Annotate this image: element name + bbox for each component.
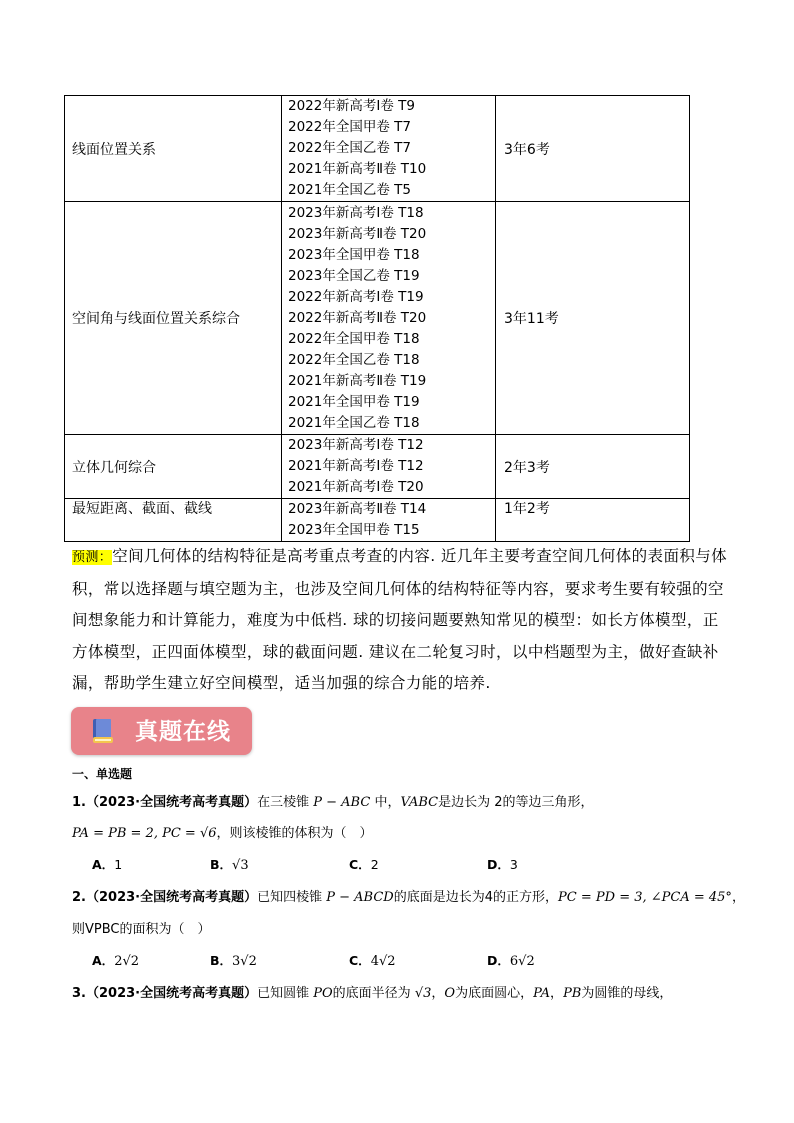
question-text: 在三棱锥 (257, 795, 310, 810)
exam-statistics-table (64, 95, 690, 542)
math-number: 2 (494, 795, 503, 810)
math-number: 4 (484, 890, 494, 905)
source-item: 2022年全国乙卷 T18 (288, 351, 420, 368)
question-text: ，则该棱锥的体积为（ ） (216, 826, 373, 841)
option-key: A． (92, 953, 115, 968)
math-expression: O (444, 986, 456, 1001)
option-value: 3 (509, 857, 518, 872)
source-item: 2022年全国甲卷 T7 (288, 119, 411, 135)
sources-cell (282, 499, 496, 542)
math-expression: PO (313, 986, 333, 1001)
option-a[interactable] (92, 951, 139, 969)
question-text: 的等边三角形， (502, 795, 594, 810)
option-b[interactable] (210, 855, 249, 873)
option-a[interactable] (92, 855, 122, 873)
source-item: 2023年新高考Ⅱ卷 T20 (288, 225, 427, 242)
option-key: D． (487, 857, 510, 872)
source-item: 2022年新高考Ⅰ卷 T19 (288, 288, 424, 305)
math-expression: P − ABC (313, 795, 371, 810)
source-item: 2023年新高考Ⅰ卷 T18 (288, 204, 424, 221)
count-cell (496, 202, 690, 435)
question-text: ， (731, 890, 745, 905)
question-text: 的底面半径为 (332, 986, 411, 1001)
source-item: 2023年新高考Ⅱ卷 T14 (288, 501, 427, 517)
source-item: 2022年新高考Ⅱ卷 T20 (288, 309, 427, 326)
option-value: 2√2 (114, 954, 140, 969)
source-item: 2022年新高考Ⅰ卷 T9 (288, 98, 415, 114)
option-b[interactable] (210, 951, 257, 969)
count-cell (496, 499, 690, 542)
question-3 (72, 982, 672, 1001)
question-number: 2. (72, 890, 86, 905)
source-item: 2022年全国甲卷 T18 (288, 330, 420, 347)
option-value: 3√2 (232, 954, 257, 969)
option-value: √3 (232, 858, 249, 873)
table-row (65, 202, 690, 435)
source-item: 2023年全国乙卷 T19 (288, 267, 420, 284)
math-expression: PB (563, 986, 582, 1001)
option-value: 2 (370, 857, 379, 872)
option-key: B． (210, 857, 233, 872)
math-expression: P − ABCD (326, 890, 394, 905)
option-key: A． (92, 857, 115, 872)
banner-title: 真题在线 (135, 719, 231, 745)
question-text: 已知圆锥 (257, 986, 310, 1001)
table-row (65, 499, 690, 542)
question-text: 中， (374, 795, 401, 810)
option-c[interactable] (349, 951, 396, 969)
math-expression: √3 (414, 986, 432, 1001)
source-item: 2021年全国乙卷 T18 (288, 414, 420, 431)
question-source: （2023·全国统考高考真题） (85, 986, 258, 1001)
topic-cell (65, 96, 282, 202)
question-text: 则VPBC的面积为（ ） (72, 922, 211, 937)
topic-text: 空间角与线面位置关系综合 (72, 311, 240, 327)
option-value: 1 (114, 857, 123, 872)
question-text: ， (431, 986, 445, 1001)
question-text: 的底面是边长为 (393, 890, 485, 905)
question-text: ， (550, 986, 564, 1001)
topic-cell (65, 435, 282, 499)
option-key: D． (487, 953, 510, 968)
option-key: C． (349, 857, 371, 872)
forecast-paragraph (72, 541, 732, 700)
question-source: （2023·全国统考高考真题） (85, 890, 258, 905)
question-text: 为底面圆心， (455, 986, 534, 1001)
sources-cell (282, 202, 496, 435)
source-item: 2021年新高考Ⅰ卷 T20 (288, 479, 424, 495)
option-d[interactable] (487, 855, 518, 873)
question-1 (72, 791, 594, 810)
question-number: 1. (72, 795, 86, 810)
section-banner (71, 707, 252, 755)
math-expression: PC = PD = 3, ∠PCA = 45° (558, 890, 732, 905)
sources-cell (282, 96, 496, 202)
source-item: 2023年新高考Ⅰ卷 T12 (288, 437, 424, 453)
source-item: 2022年全国乙卷 T7 (288, 140, 411, 156)
question-1-line-2 (72, 822, 373, 841)
source-item: 2021年新高考Ⅱ卷 T19 (288, 372, 427, 389)
count-cell (496, 96, 690, 202)
table-row (65, 96, 690, 202)
count-text: 2年3考 (504, 459, 550, 476)
question-2-line-2 (72, 918, 211, 937)
count-text: 3年6考 (504, 141, 550, 158)
count-text: 3年11考 (504, 311, 559, 327)
option-d[interactable] (487, 951, 535, 969)
source-item: 2021年新高考Ⅰ卷 T12 (288, 458, 424, 474)
question-text: 为圆锥的母线， (581, 986, 673, 1001)
option-c[interactable] (349, 855, 379, 873)
source-item: 2023年全国甲卷 T15 (288, 522, 420, 538)
option-key: B． (210, 953, 233, 968)
math-expression: PA = PB = 2, PC = √6 (72, 826, 217, 841)
question-number: 3. (72, 986, 86, 1001)
question-text: 已知四棱锥 (257, 890, 323, 905)
book-icon (91, 718, 115, 745)
option-value: 4√2 (370, 954, 396, 969)
count-cell (496, 435, 690, 499)
topic-text: 线面位置关系 (72, 141, 156, 158)
sources-cell (282, 435, 496, 499)
math-expression: VABC (400, 795, 439, 810)
topic-text: 立体几何综合 (72, 459, 156, 476)
question-source: （2023·全国统考高考真题） (85, 795, 258, 810)
topic-cell (65, 499, 282, 542)
forecast-text: 空间几何体的结构特征是高考重点考查的内容. 近几年主要考查空间几何体的表面积与体积，常以选择题与填空题为主，也涉及空间几何体的结构特征等内容，要求考生要有较强的空间想象能力和计算能力，难度为中低档. 球的切接问题要熟知常见的模型：如长方体模型，正方体模型，正四面体模型，球的截面问题. 建议在二轮复习时，以中档题型为主，做好查缺补漏，帮助学生建立好空间模型，适当加强的综合力能的培养. (72, 547, 728, 692)
source-item: 2021年全国甲卷 T19 (288, 393, 420, 410)
source-item: 2021年新高考Ⅱ卷 T10 (288, 161, 427, 177)
forecast-label: 预测： (72, 550, 113, 565)
math-expression: PA (533, 986, 551, 1001)
source-item: 2023年全国甲卷 T18 (288, 246, 420, 263)
option-value: 6√2 (509, 954, 535, 969)
question-2 (72, 886, 745, 905)
table-row (65, 435, 690, 499)
section-heading: 一、单选题 (72, 767, 133, 781)
count-text: 1年2考 (504, 501, 550, 517)
topic-cell (65, 202, 282, 435)
option-key: C． (349, 953, 371, 968)
source-item: 2021年全国乙卷 T5 (288, 182, 411, 198)
topic-text: 最短距离、截面、截线 (72, 501, 212, 517)
question-text: 的正方形， (493, 890, 559, 905)
question-text: 是边长为 (438, 795, 491, 810)
